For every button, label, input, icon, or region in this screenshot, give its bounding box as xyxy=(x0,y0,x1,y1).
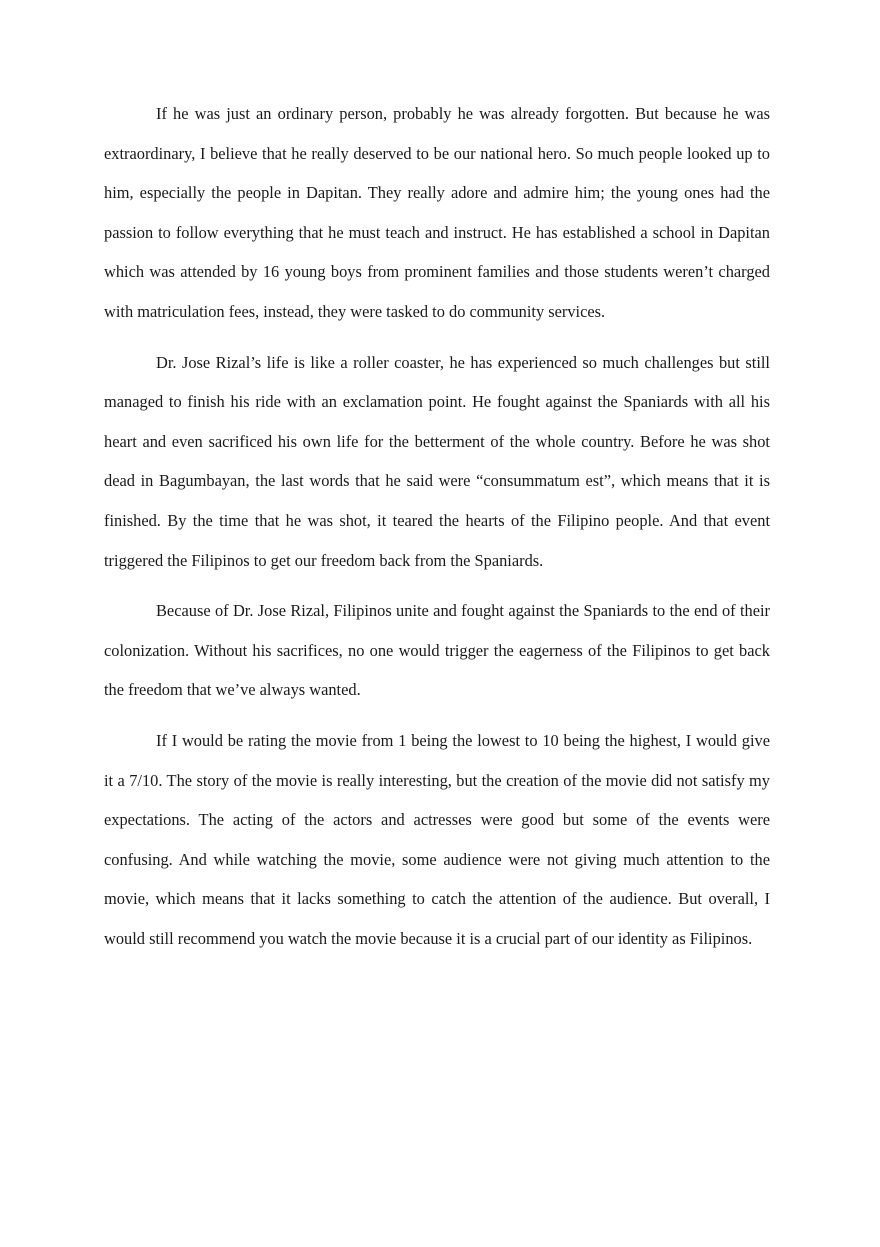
paragraph-1: If he was just an ordinary person, probably he was already forgotten. But because he was extraordinary, I believe that he really deserved to be our national hero. So much people looked up to him, especially the people in Dapitan. They really adore and admire him; the young ones had the passion to follow everything that he must teach and instruct. He has established a school in Dapitan which was attended by 16 young boys from prominent families and those students weren’t charged with matriculation fees, instead, they were tasked to do community services. xyxy=(104,104,770,321)
essay-body xyxy=(104,94,770,969)
paragraph-3: Because of Dr. Jose Rizal, Filipinos unite and fought against the Spaniards to the end of their colonization. Without his sacrifices, no one would trigger the eagerness of the Filipinos to get back the freedom that we’ve always wanted. xyxy=(104,601,770,700)
paragraph-2: Dr. Jose Rizal’s life is like a roller coaster, he has experienced so much challenges but still managed to finish his ride with an exclamation point. He fought against the Spaniards with all his heart and even sacrificed his own life for the betterment of the whole country. Before he was shot dead in Bagumbayan, the last words that he said were “consummatum est”, which means that it is finished. By the time that he was shot, it teared the hearts of the Filipino people. And that event triggered the Filipinos to get our freedom back from the Spaniards. xyxy=(104,352,770,570)
paragraph-4: If I would be rating the movie from 1 being the lowest to 10 being the highest, I would give it a 7/10. The story of the movie is really interesting, but the creation of the movie did not satisfy my expectations. The acting of the actors and actresses were good but some of the events were confusing. And while watching the movie, some audience were not giving much attention to the movie, which means that it lacks something to catch the attention of the audience. But overall, I would still recommend you watch the movie because it is a crucial part of our identity as Filipinos. xyxy=(104,730,770,948)
